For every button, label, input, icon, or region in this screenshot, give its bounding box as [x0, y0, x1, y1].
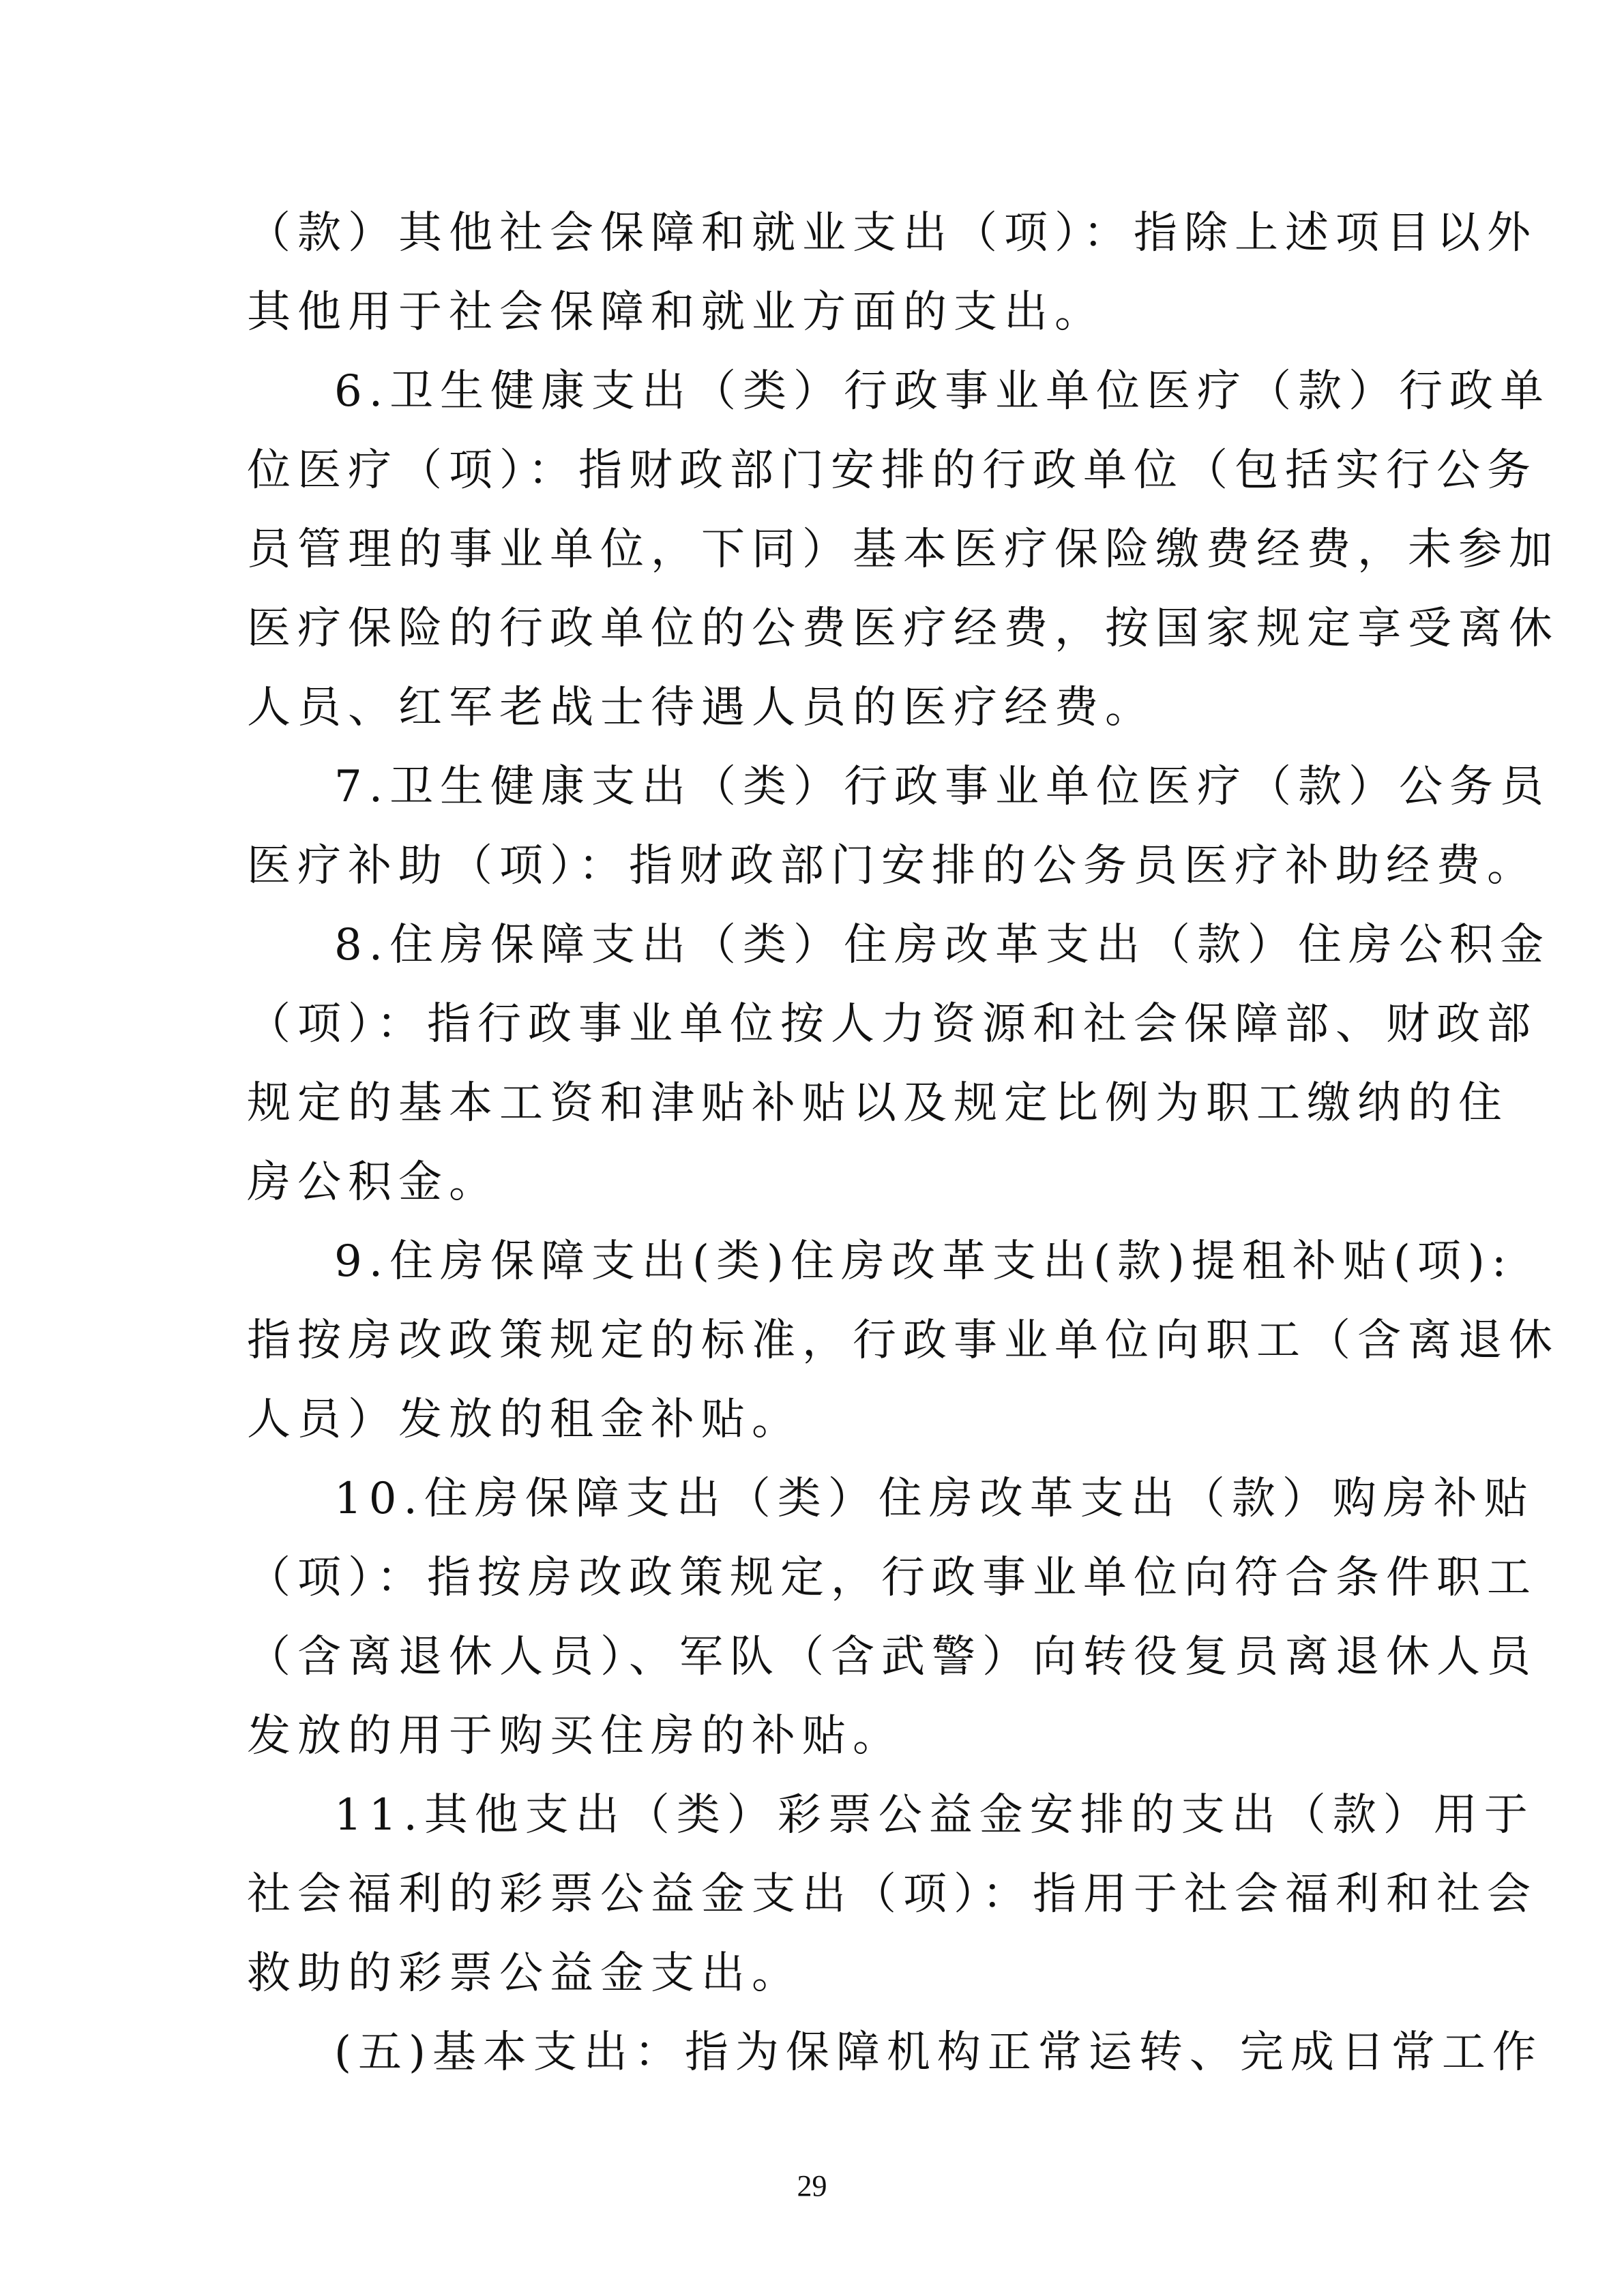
text-line: 7.卫生健康支出（类）行政事业单位医疗（款）公务员 — [334, 762, 1551, 812]
text-line: 10.住房保障支出（类）住房改革支出（款）购房补贴 — [334, 1474, 1535, 1524]
text-line: （款）其他社会保障和就业支出（项）：指除上述项目以外 — [247, 208, 1537, 258]
text-line: 发放的用于购买住房的补贴。 — [247, 1711, 903, 1761]
text-line: 医疗保险的行政单位的公费医疗经费，按国家规定享受离休 — [247, 603, 1559, 654]
page-number: 29 — [797, 2169, 827, 2203]
text-line: 11.其他支出（类）彩票公益金安排的支出（款）用于 — [334, 1790, 1535, 1840]
text-line: 社会福利的彩票公益金支出（项）：指用于社会福利和社会 — [247, 1869, 1537, 1920]
text-line: 人员、红军老战士待遇人员的医疗经费。 — [247, 683, 1155, 733]
text-line: 房公积金。 — [247, 1157, 499, 1208]
text-line: 位医疗（项）：指财政部门安排的行政单位（包括实行公务 — [247, 445, 1537, 496]
text-line: （项）：指行政事业单位按人力资源和社会保障部、财政部 — [247, 999, 1537, 1049]
text-line: （含离退休人员）、军队（含武警）向转役复员离退休人员 — [247, 1632, 1537, 1682]
text-line: 人员）发放的租金补贴。 — [247, 1395, 802, 1445]
text-line: 9.住房保障支出(类)住房改革支出(款)提租补贴(项): — [334, 1236, 1514, 1287]
text-line: 其他用于社会保障和就业方面的支出。 — [247, 287, 1105, 338]
text-line: （项）：指按房改政策规定，行政事业单位向符合条件职工 — [247, 1553, 1537, 1603]
text-line: 6.卫生健康支出（类）行政事业单位医疗（款）行政单 — [334, 366, 1551, 417]
text-line: 8.住房保障支出（类）住房改革支出（款）住房公积金 — [334, 920, 1551, 970]
text-line: 指按房改政策规定的标准，行政事业单位向职工（含离退休 — [247, 1315, 1559, 1366]
text-line: 救助的彩票公益金支出。 — [247, 1948, 802, 1999]
text-line: 医疗补助（项）：指财政部门安排的公务员医疗补助经费。 — [247, 841, 1537, 891]
text-line: 规定的基本工资和津贴补贴以及规定比例为职工缴纳的住 — [247, 1078, 1509, 1129]
text-line: (五)基本支出：指为保障机构正常运转、完成日常工作 — [334, 2027, 1543, 2078]
text-line: 员管理的事业单位，下同）基本医疗保险缴费经费，未参加 — [247, 524, 1559, 575]
